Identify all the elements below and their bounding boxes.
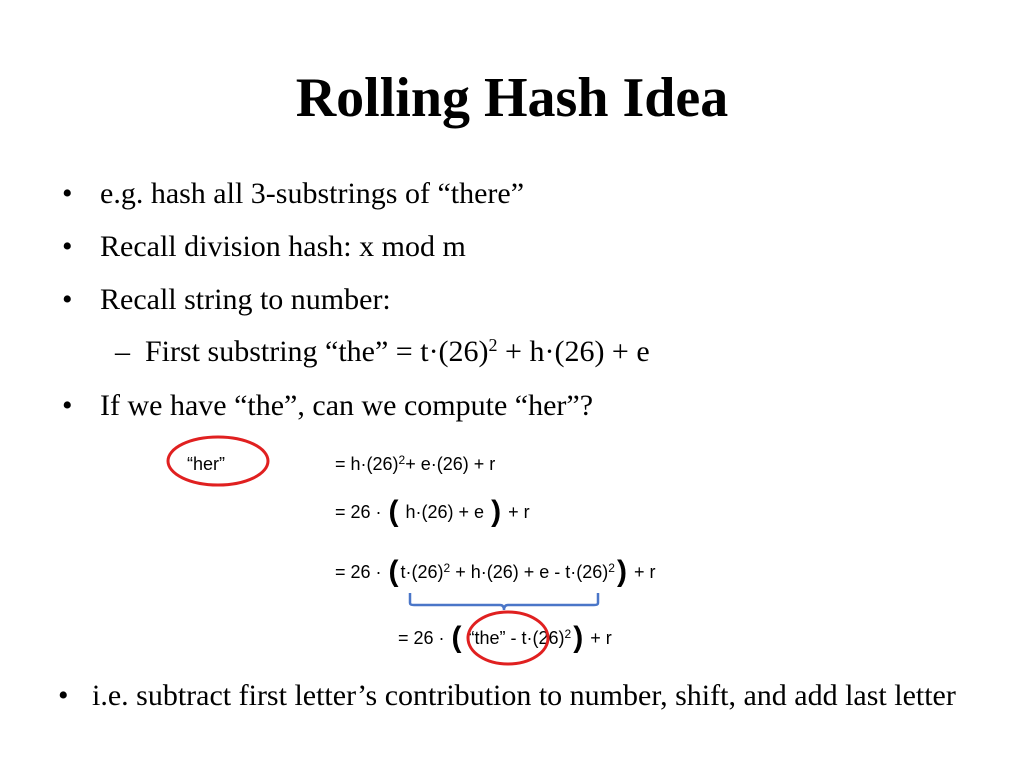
bullet-dot: • [58, 679, 69, 712]
sub-bullet-tail: + h·(26) + e [497, 335, 650, 368]
sub-bullet-exponent: 2 [488, 335, 498, 355]
sub-bullet-text: First substring “the” = t·(26) [145, 335, 489, 368]
bottom-bullet [58, 676, 972, 716]
equation-line-2 [335, 495, 530, 528]
equation-line-3 [335, 555, 656, 588]
sub-bullet-dash: – [115, 335, 130, 368]
eq-term: = h·(26) [335, 454, 399, 474]
eq-term: “the” - t·(26) [463, 628, 565, 648]
sub-bullet-item [115, 334, 650, 370]
bullet-item [62, 229, 466, 265]
bullet-item [62, 176, 525, 212]
bullet-text: If we have “the”, can we compute “her”? [100, 389, 594, 422]
grouping-brace [410, 593, 598, 610]
eq-exponent: 2 [564, 627, 572, 641]
bullet-dot: • [62, 389, 73, 422]
eq-open-paren: ( [388, 495, 399, 528]
eq-open-paren: ( [451, 621, 462, 654]
eq-term: + h·(26) + e - t·(26) [450, 562, 609, 582]
equation-line-4 [398, 621, 612, 654]
eq-term: + r [585, 628, 612, 648]
bullet-text: Recall string to number: [100, 283, 391, 316]
bullet-item [62, 282, 391, 318]
eq-term: + e·(26) + r [405, 454, 496, 474]
her-label: “her” [187, 454, 226, 474]
eq-open-paren: ( [388, 555, 399, 588]
eq-exponent: 2 [398, 453, 406, 467]
bullet-dot: • [62, 230, 73, 263]
slide-title: Rolling Hash Idea [295, 67, 729, 129]
eq-term: + r [503, 502, 530, 522]
eq-term: + r [628, 562, 656, 582]
eq-exponent: 2 [608, 561, 615, 575]
eq-term: h·(26) + e [400, 502, 490, 522]
eq-close-paren: ) [573, 621, 584, 654]
eq-exponent: 2 [443, 561, 451, 575]
bullet-text: Recall division hash: x mod m [100, 230, 466, 263]
bullet-dot: • [62, 177, 73, 210]
eq-close-paren: ) [616, 555, 627, 588]
bottom-bullet-text: i.e. subtract first letter’s contribution to number, shift, and add last letter [92, 679, 956, 712]
bullet-dot: • [62, 283, 73, 316]
eq-term: = 26 · [335, 562, 387, 582]
eq-term: = 26 · [398, 628, 450, 648]
bullet-text: e.g. hash all 3-substrings of “there” [100, 177, 525, 210]
eq-close-paren: ) [491, 495, 502, 528]
bullet-item [62, 388, 594, 424]
eq-term: = 26 · [335, 502, 387, 522]
equation-line-1 [335, 452, 495, 476]
eq-term: t·(26) [400, 562, 444, 582]
